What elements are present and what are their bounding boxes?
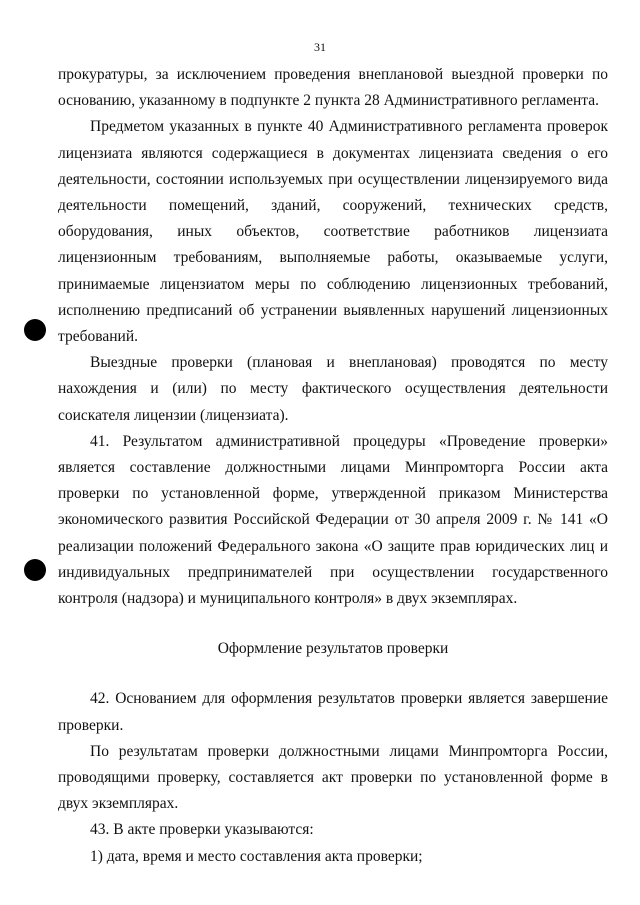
paragraph-field-inspections: Выездные проверки (плановая и внеплановая) проводятся по месту нахождения и (или) по месту фактического осуществления деятельности соискателя лицензии (лицензиата). xyxy=(58,354,608,424)
paragraph-inspection-subject: Предметом указанных в пункте 40 Административного регламента проверок лицензиата являются содержащиеся в документах лицензиата сведения о его деятельности, состоянии используемых при осуществлении лицензируемого вида деятельности помещений, зданий, сооружений, технических средств, оборудования, иных объектов, соответствие работников лицензиата лицензионным требованиям, выполняемые работы, оказываемые услуги, принимаемые лицензиатом меры по соблюдению лицензионных требований, исполнению предписаний об устранении выявленных нарушений лицензионных требований. xyxy=(58,118,608,346)
section-heading: Оформление результатов проверки xyxy=(217,640,449,658)
paragraph-item-42: 42. Основанием для оформления результатов проверки является завершение проверки. xyxy=(58,690,608,734)
paragraph-inspection-act: По результатам проверки должностными лицами Минпромторга России, проводящими проверку, составляется акт проверки по установленной форме в двух экземплярах. xyxy=(58,742,608,813)
list-item-1: 1) дата, время и место составления акта проверки; xyxy=(90,847,423,865)
punch-hole-mark xyxy=(24,559,46,581)
punch-hole-mark xyxy=(24,319,46,341)
paragraph-item-43: 43. В акте проверки указываются: xyxy=(90,821,314,839)
page-number: 31 xyxy=(314,40,326,54)
paragraph-continuation: прокуратуры, за исключением проведения внеплановой выездной проверки по основанию, указанному в подпункте 2 пункта 28 Административного регламента. xyxy=(58,66,608,110)
paragraph-item-41: 41. Результатом административной процедуры «Проведение проверки» является составление должностными лицами Минпромторга России акта проверки по установленной форме, утвержденной приказом Министерства экономического развития Российской Федерации от 30 апреля 2009 г. № 141 «О реализации положений Федерального закона «О защите прав юридических лиц и индивидуальных предпринимателей при осуществлении государственного контроля (надзора) и муниципального контроля» в двух экземплярах. xyxy=(58,432,608,608)
document-body xyxy=(58,62,608,870)
